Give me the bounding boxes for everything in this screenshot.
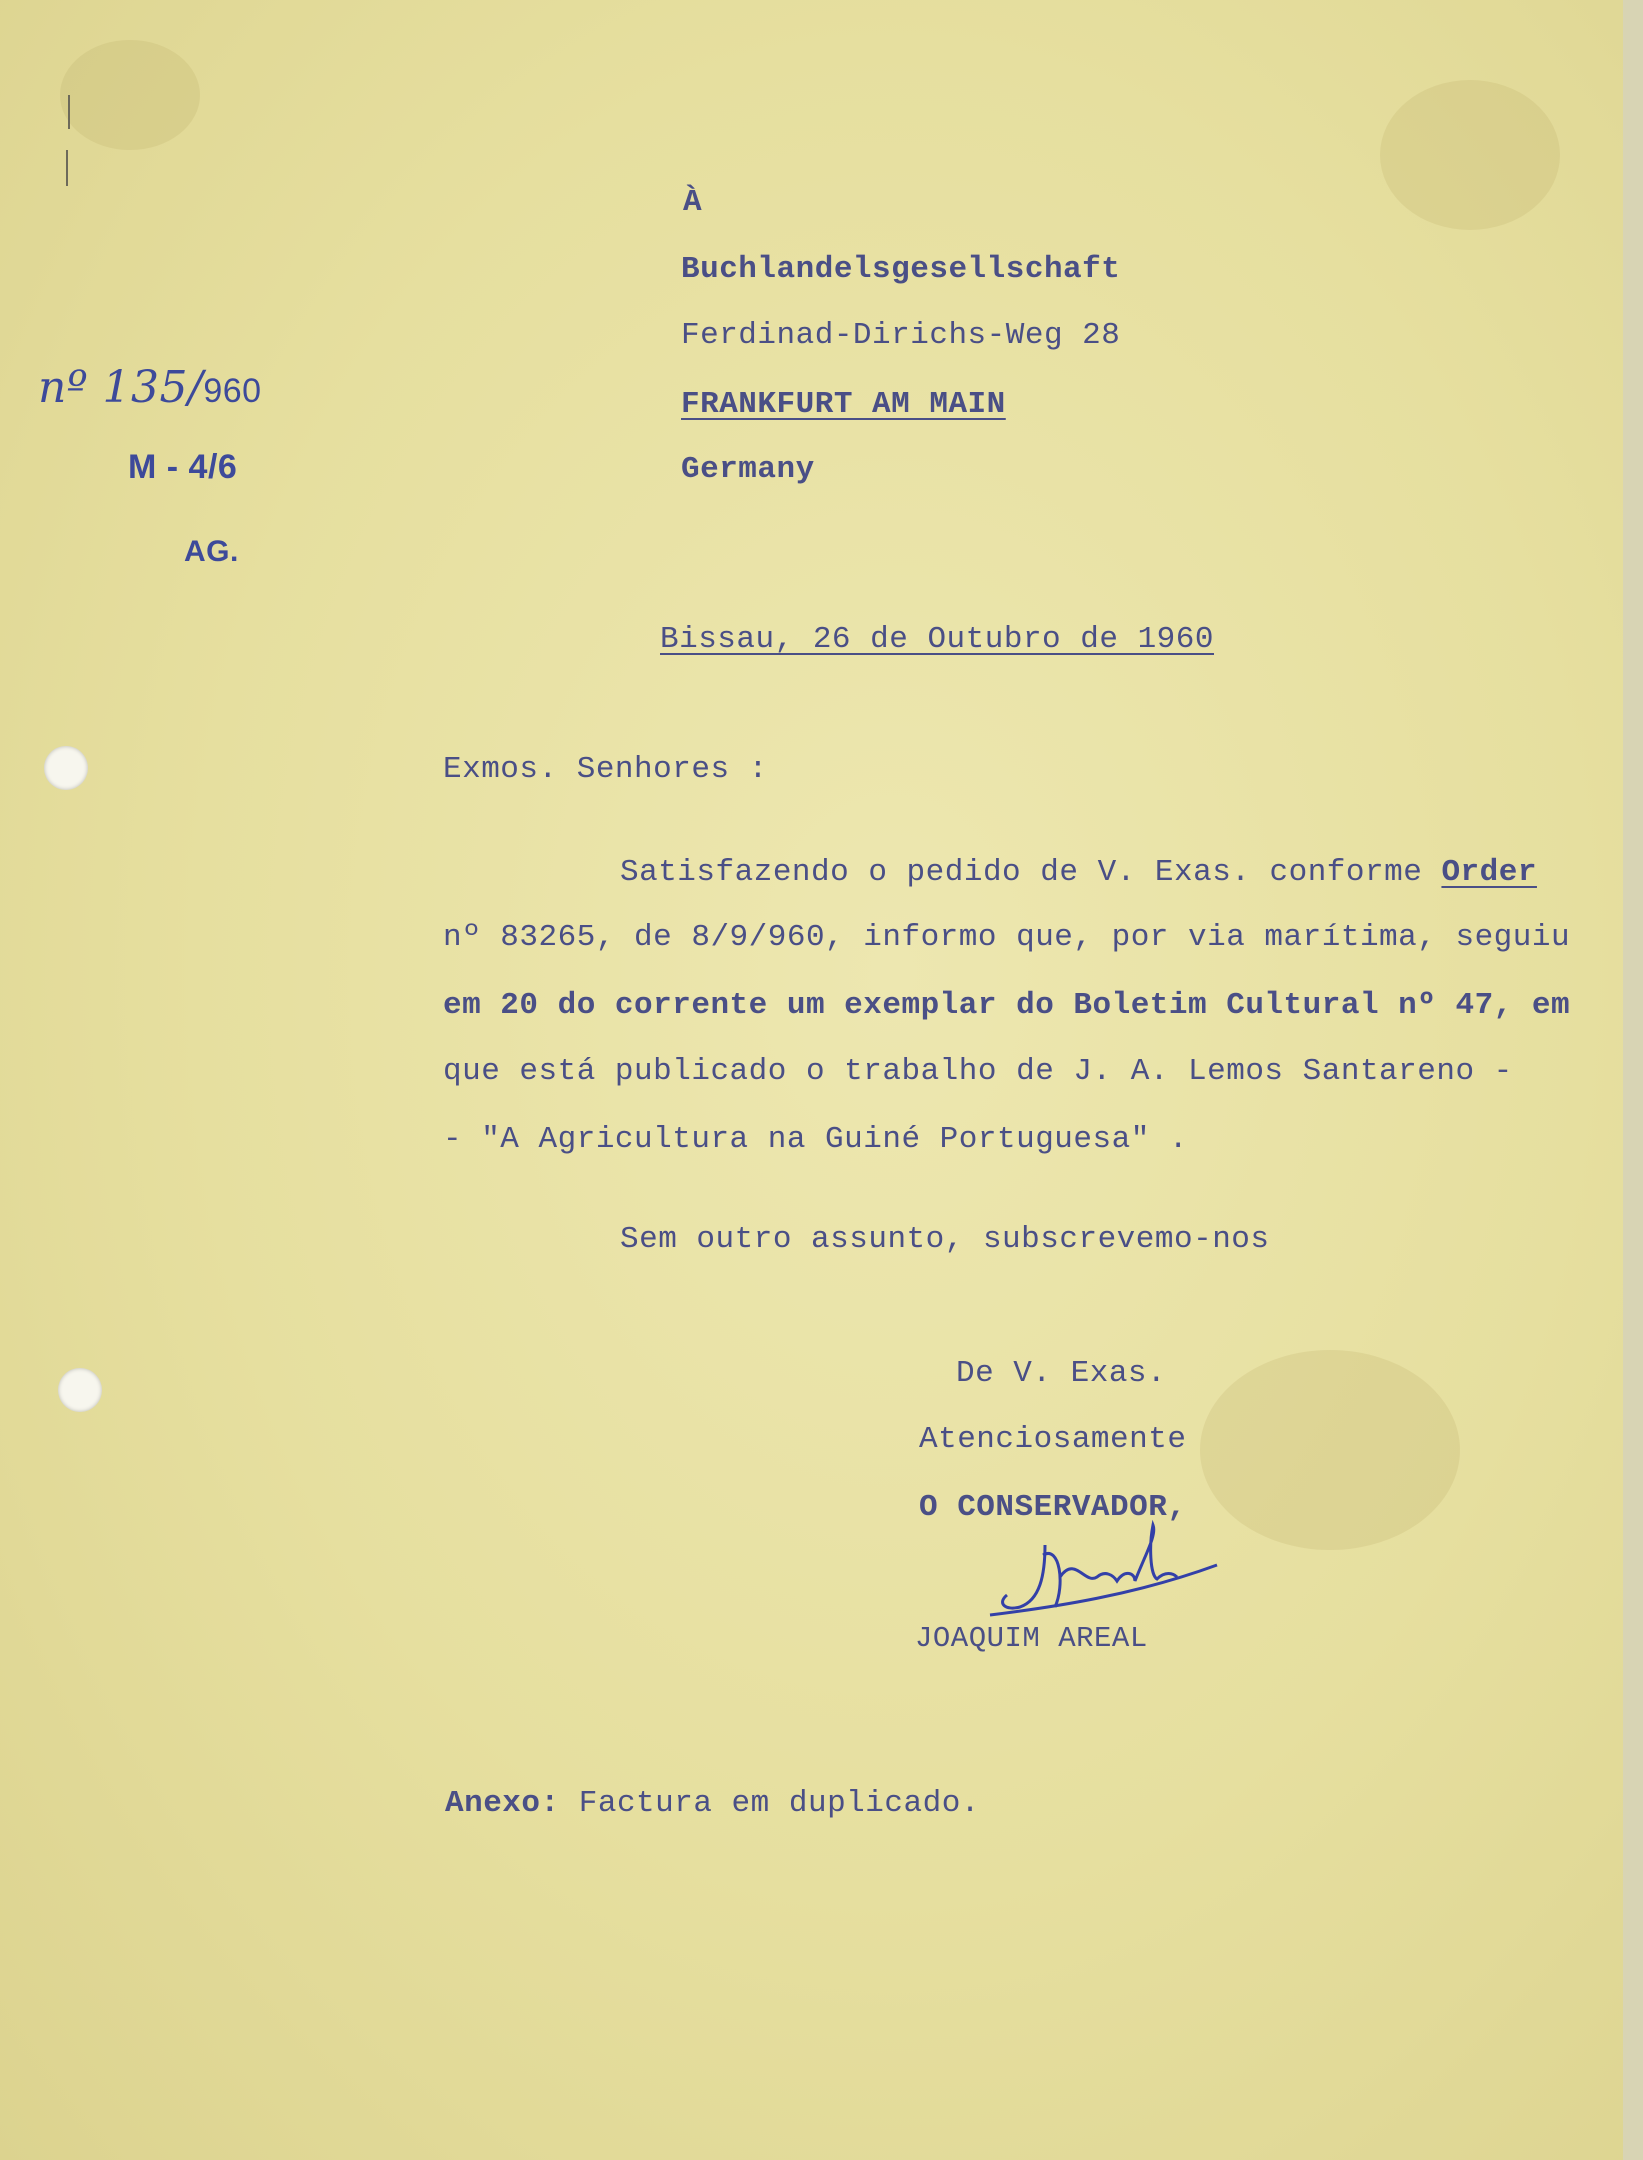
addressee-prefix: À [683,185,703,220]
reference-number-handwritten: 135/ [102,362,204,413]
body-line-3: em 20 do corrente um exemplar do Boletim Cultural nº 47, em [443,988,1571,1023]
stain-spot [1380,80,1560,230]
reference-prefix: nº [38,362,89,413]
reference-number [38,362,262,413]
body-line-5: - "A Agricultura na Guiné Portuguesa" . [443,1122,1189,1157]
body-line-4: que está publicado o trabalho de J. A. Lemos Santareno - [443,1054,1513,1089]
addressee-company: Buchlandelsgesellschaft [681,252,1121,287]
closing-de-v-exas: De V. Exas. [956,1356,1167,1391]
signer-title: O CONSERVADOR, [919,1490,1187,1525]
margin-mark [66,150,68,186]
salutation: Exmos. Senhores : [443,752,768,787]
signature [985,1515,1235,1635]
punch-hole-top [44,746,88,790]
closing-atenciosamente: Atenciosamente [919,1422,1187,1457]
enclosure [445,1786,980,1821]
punch-hole-bottom [58,1368,102,1412]
reference-year: 960 [203,372,262,410]
body-line-1 [620,855,1537,890]
addressee-street: Ferdinad-Dirichs-Weg 28 [681,318,1121,353]
stain-spot [1200,1350,1460,1550]
date-line: Bissau, 26 de Outubro de 1960 [660,622,1214,657]
order-word: Order [1441,855,1537,890]
scan-edge [1623,0,1643,2160]
body-line-1-text: Satisfazendo o pedido de V. Exas. conforme [620,855,1442,890]
closing-line: Sem outro assunto, subscrevemo-nos [620,1222,1270,1257]
enclosure-text: Factura em duplicado. [578,1786,980,1821]
addressee-country: Germany [681,452,815,487]
margin-mark [68,95,70,129]
addressee-city: FRANKFURT AM MAIN [681,387,1006,422]
stain-spot [60,40,200,150]
reference-file: M - 4/6 [128,448,238,486]
body-line-2: nº 83265, de 8/9/960, informo que, por via marítima, seguiu [443,920,1571,955]
reference-initials: AG. [184,535,239,568]
enclosure-label: Anexo: [445,1786,560,1821]
signer-name: JOAQUIM AREAL [915,1622,1148,1655]
